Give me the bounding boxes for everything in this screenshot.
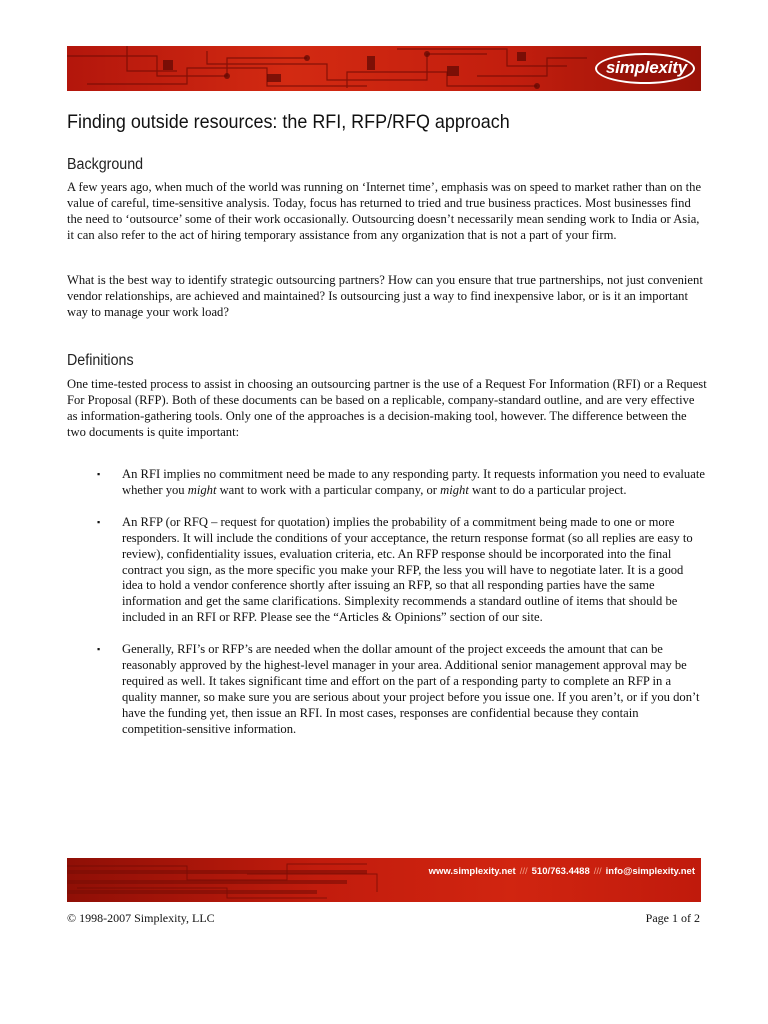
section-heading-definitions: Definitions [67,352,134,369]
page-number: Page 1 of 2 [645,911,700,925]
bullet-icon: ▪ [97,516,101,527]
section-heading-background: Background [67,156,144,173]
footer-contact: www.simplexity.net /// 510/763.4488 /// info@simplexity.net [428,866,695,877]
background-paragraph-1: A few years ago, when much of the world was running on ‘Internet time’, emphasis was on speed to market rather than on the value of careful, time-sensitive analysis. Today, focus has returned to tried and true business practices. Most businesses find the need to ‘outsource’ some of their work occasionally. Outsourcing doesn’t necessarily mean sending work to India or Asia, it can also refer to the act of hiring temporary assistance from any organization that is not a part of your firm. [67,180,702,242]
background-paragraph-2: What is the best way to identify strategic outsourcing partners? How can you ensure that true partnerships, not just convenient vendor relationships, are achieved and maintained? Is outsourcing just a way to find inexpensive labor, or is it an important way to manage your work load? [67,273,703,319]
footer-email-link[interactable]: info@simplexity.net [605,866,695,877]
bullet-icon: ▪ [97,644,101,655]
footer-banner [67,858,701,902]
page-title: Finding outside resources: the RFI, RFP/RFQ approach [67,111,510,133]
footer-website-link[interactable]: www.simplexity.net [428,866,516,877]
list-item: ▪ An RFP (or RFQ – request for quotation) implies the probability of a commitment being made to one or more responders. It will include the conditions of your acceptance, the return response format (so all replies are easy to review), confidentiality issues, evaluation criteria, etc. An RFP response should be incorporated into the final contract you sign, as the more specific you make your RFP, the less you will have to negotiate later. It is a good idea to hold a vendor conference shortly after issuing an RFP, so that all responding parties have the same information and get the same clarifications. Simplexity recommends a standard outline of items that should be included in an RFI or RFP. Please see the “Articles & Opinions” section of our site. [97,514,693,625]
bullet-icon: ▪ [97,469,101,479]
digits-pattern [67,858,701,902]
simplexity-logo: simplexity [605,58,687,77]
list-item: ▪ Generally, RFI’s or RFP’s are needed when the dollar amount of the project exceeds the amount that can be reasonably approved by the highest-level manager in your area. Additional senior management approval may be required as well. It takes significant time and effort on the part of a responding party to complete an RFP in a quality manner, so make sure you are serious about your project before you issue one. If you aren’t, or if you don’t have the funding yet, then issue an RFI. In most cases, responses are confidential because they contain competition-sensitive information. [97,642,700,736]
bullet-list [97,467,705,754]
footer-phone: 510/763.4488 [531,866,590,877]
list-item: ▪ An RFI implies no commitment need be made to any responding party. It requests information you need to evaluate whether you might want to work with a particular company, or might want to do a particular project. [97,467,705,497]
definitions-paragraph: One time-tested process to assist in choosing an outsourcing partner is the use of a Request For Information (RFI) or a Request For Proposal (RFP). Both of these documents can be based on a replicable, company-standard outline, and are very effective as information-gathering tools. Only one of the approaches is a decision-making tool, however. The difference between the two documents is quite important: [67,377,707,439]
copyright: © 1998-2007 Simplexity, LLC [67,911,215,925]
header-banner [67,46,701,91]
